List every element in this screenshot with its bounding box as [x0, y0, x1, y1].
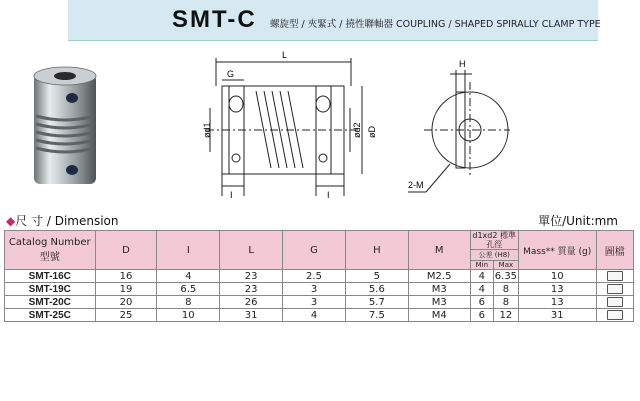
- end-view-drawing: [400, 56, 510, 206]
- unit-label: 單位/Unit:mm: [538, 214, 618, 228]
- col-catalog: Catalog Number 型號: [5, 231, 96, 270]
- model-title: SMT-C: [172, 6, 257, 33]
- col-I: I: [157, 231, 220, 270]
- col-cad: 圖檔: [596, 231, 633, 270]
- dim-d1: ød1: [202, 122, 212, 138]
- col-max: Max: [494, 261, 519, 270]
- cad-download-button[interactable]: [596, 270, 633, 283]
- cad-download-button[interactable]: [596, 283, 633, 296]
- cad-file-icon: [607, 310, 623, 320]
- dim-G: G: [227, 69, 235, 79]
- dim-L: L: [282, 50, 288, 60]
- col-d1d2: d1xd2 標準孔徑: [470, 231, 518, 250]
- col-tolerance: 公差 (H8): [470, 250, 518, 261]
- cad-file-icon: [607, 297, 623, 307]
- title-banner: [68, 0, 601, 41]
- col-H: H: [345, 231, 408, 270]
- col-M: M: [408, 231, 470, 270]
- dimension-heading: ◆尺 寸 / Dimension: [6, 214, 119, 228]
- cad-file-icon: [607, 284, 623, 294]
- table-row: SMT-19C 19 6.5 23 3 5.6 M3 4 8 13: [5, 283, 634, 296]
- dim-I-left: I: [230, 190, 233, 200]
- col-L: L: [220, 231, 283, 270]
- dim-screw: 2-M: [408, 180, 424, 190]
- col-min: Min: [470, 261, 493, 270]
- col-mass: Mass** 質量 (g): [518, 231, 596, 270]
- model-subtitle: 螺旋型 / 夾緊式 / 撓性聯軸器 COUPLING / SHAPED SPIRALLY CLAMP TYPE: [270, 19, 601, 30]
- cad-file-icon: [607, 271, 623, 281]
- table-row: SMT-16C 16 4 23 2.5 5 M2.5 4 6.35 10: [5, 270, 634, 283]
- col-D: D: [95, 231, 157, 270]
- coupling-photo: [30, 64, 100, 192]
- cad-download-button[interactable]: [596, 296, 633, 309]
- dim-D: øD: [367, 126, 377, 138]
- cad-download-button[interactable]: [596, 309, 633, 322]
- dim-d2: ød2: [352, 122, 362, 138]
- side-view-drawing: [196, 46, 386, 206]
- col-G: G: [283, 231, 346, 270]
- table-row: SMT-25C 25 10 31 4 7.5 M4 6 12 31: [5, 309, 634, 322]
- dim-I-right: I: [327, 190, 330, 200]
- table-row: SMT-20C 20 8 26 3 5.7 M3 6 8 13: [5, 296, 634, 309]
- dimension-table: [4, 230, 634, 322]
- diamond-icon: ◆: [6, 214, 16, 228]
- dim-H: H: [459, 59, 466, 69]
